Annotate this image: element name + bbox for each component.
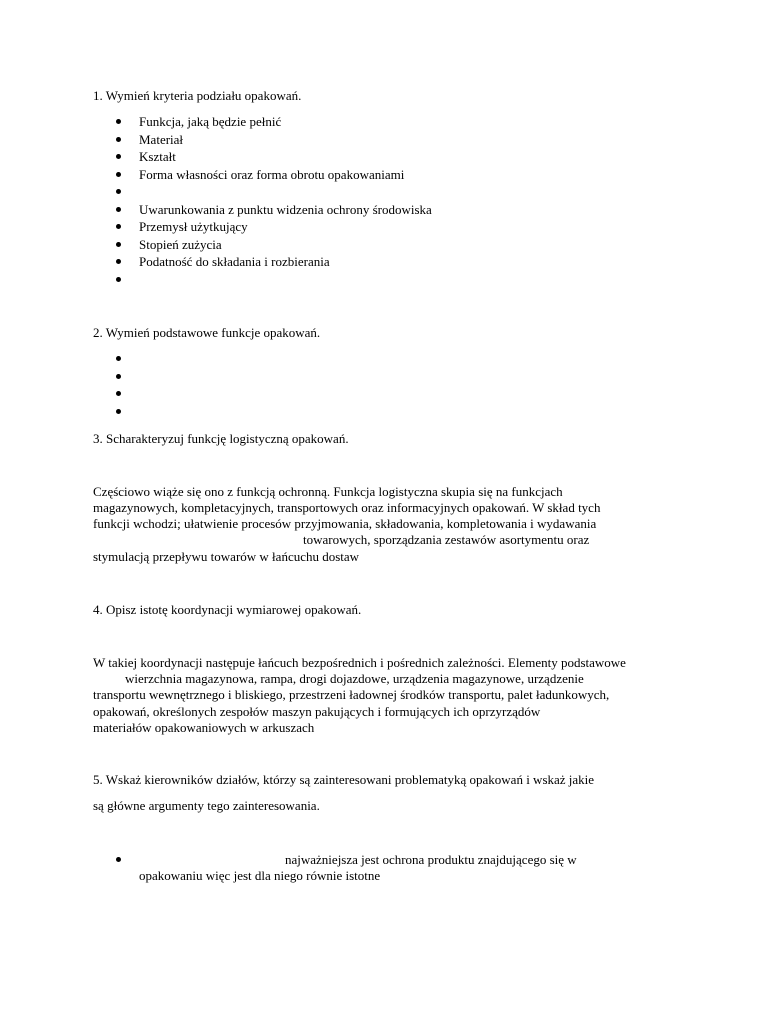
list-item	[0, 385, 139, 403]
bullet-icon	[116, 137, 121, 142]
answer-5-line: najważniejsza jest ochrona produktu znajdującego się w	[285, 852, 577, 867]
question-2-title: 2. Wymień podstawowe funkcje opakowań.	[93, 325, 321, 340]
list-item	[0, 236, 432, 254]
list-item	[0, 148, 432, 166]
list-item	[0, 350, 139, 368]
bullet-icon	[116, 409, 121, 414]
list-item	[0, 166, 432, 184]
answer-4-line: W takiej koordynacji następuje łańcuch bezpośrednich i pośrednich zależności. Elementy podstawowe	[93, 655, 626, 670]
list-item-text: Uwarunkowania z punktu widzenia ochrony środowiska	[139, 201, 432, 217]
question-5-title: 5. Wskaż kierowników działów, którzy są zainteresowani problematyką opakowań i wskaż jakie	[93, 772, 595, 787]
question-1-title: 1. Wymień kryteria podziału opakowań.	[93, 88, 302, 103]
question-2-list	[0, 350, 139, 420]
bullet-icon	[116, 172, 121, 177]
bullet-icon	[116, 374, 121, 379]
answer-3-line: stymulacją przepływu towarów w łańcuchu dostaw	[93, 549, 360, 564]
list-item	[0, 113, 432, 131]
list-item	[0, 271, 432, 289]
bullet-icon	[116, 242, 121, 247]
list-item	[0, 218, 432, 236]
answer-3-line: magazynowych, kompletacyjnych, transportowych oraz informacyjnych opakowań. W skład tych	[93, 500, 601, 515]
list-item	[0, 131, 432, 149]
list-item-text: Materiał	[139, 131, 184, 147]
question-5-title-continued: są główne argumenty tego zainteresowania.	[93, 798, 320, 813]
answer-4-line: materiałów opakowaniowych w arkuszach	[93, 720, 315, 735]
bullet-icon	[116, 119, 121, 124]
bullet-icon	[116, 259, 121, 264]
question-4-title: 4. Opisz istotę koordynacji wymiarowej opakowań.	[93, 602, 362, 617]
bullet-icon	[116, 224, 121, 229]
list-item	[0, 368, 139, 386]
list-item-text: Funkcja, jaką będzie pełnić	[139, 114, 282, 129]
answer-3-line: Częściowo wiąże się ono z funkcją ochronną. Funkcja logistyczna skupia się na funkcjach	[93, 484, 563, 499]
answer-5-line: opakowaniu więc jest dla niego równie istotne	[139, 868, 381, 883]
list-item-text: Kształt	[139, 149, 176, 164]
answer-4-line: opakowań, określonych zespołów maszyn pakujących i formujących ich oprzyrządów	[93, 704, 541, 719]
list-item-text: Forma własności oraz forma obrotu opakowaniami	[139, 166, 405, 182]
bullet-icon	[116, 189, 121, 194]
answer-3-line: funkcji wchodzi; ułatwienie procesów przyjmowania, składowania, kompletowania i wydawania	[93, 516, 597, 531]
bullet-icon	[116, 207, 121, 212]
list-item	[0, 403, 139, 421]
answer-4-line: wierzchnia magazynowa, rampa, drogi dojazdowe, urządzenia magazynowe, urządzenie	[125, 671, 584, 686]
bullet-icon	[116, 154, 121, 159]
question-1-list	[0, 113, 432, 288]
bullet-icon	[116, 277, 121, 282]
bullet-icon	[116, 857, 121, 862]
list-item-text: Stopień zużycia	[139, 236, 222, 252]
list-item	[0, 253, 432, 271]
list-item	[0, 201, 432, 219]
answer-4-line: transportu wewnętrznego i bliskiego, przestrzeni ładownej środków transportu, palet ładunkowych,	[93, 687, 610, 702]
question-3-title: 3. Scharakteryzuj funkcję logistyczną opakowań.	[93, 431, 349, 446]
bullet-icon	[116, 356, 121, 361]
bullet-icon	[116, 391, 121, 396]
list-item-text: Podatność do składania i rozbierania	[139, 254, 330, 269]
list-item	[0, 183, 432, 201]
answer-3-line: towarowych, sporządzania zestawów asortymentu oraz	[303, 532, 590, 547]
list-item-text: Przemysł użytkujący	[139, 219, 248, 234]
